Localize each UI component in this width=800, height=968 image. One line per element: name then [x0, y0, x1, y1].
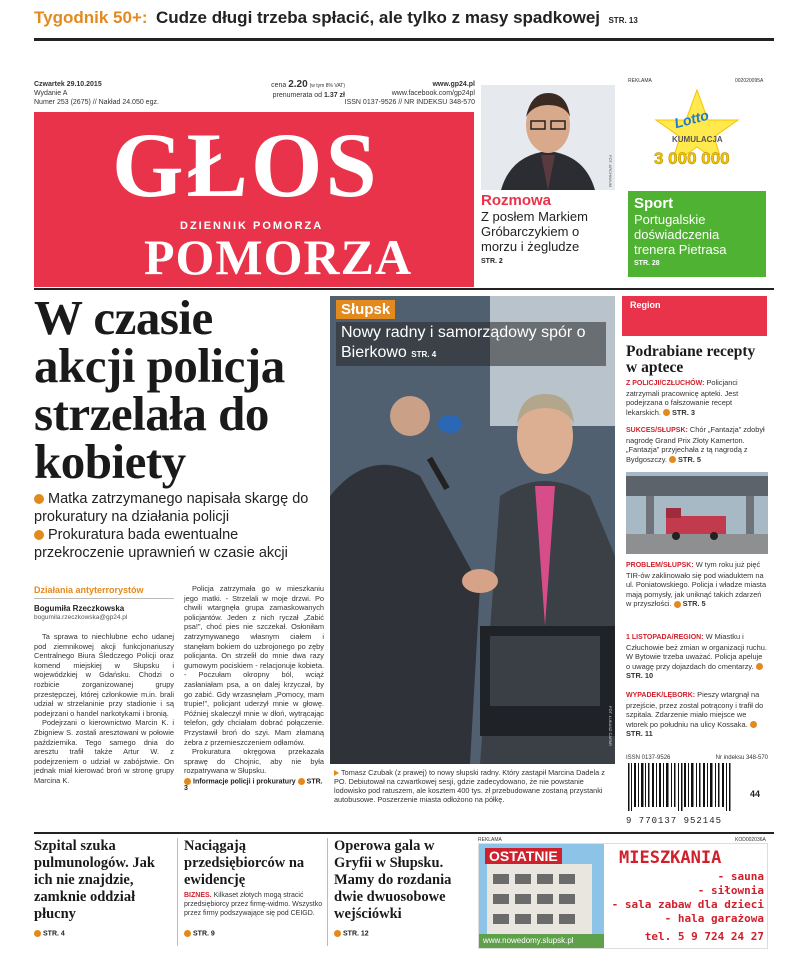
center-ref: STR. 4 — [411, 350, 437, 359]
truck-image — [626, 472, 768, 554]
teaser-3-ref: STR. 12 — [343, 930, 369, 938]
teaser-2-headline: Naciągają przedsiębiorców na ewidencję — [184, 838, 305, 888]
center-kicker: Słupsk — [336, 300, 395, 319]
bullet-icon — [34, 530, 44, 540]
banner-rule — [34, 38, 774, 41]
region-item-2[interactable] — [626, 425, 768, 464]
ref-dot-icon — [674, 601, 681, 608]
lotto-brand: Lotto — [672, 106, 711, 132]
region-item-tag: PROBLEM/SŁUPSK: — [626, 562, 694, 569]
ad-feature: - hala garażowa — [664, 912, 764, 925]
bottom-rule — [34, 832, 774, 834]
ad-title-right: MIESZKANIA — [619, 848, 722, 868]
banner-text: Cudze długi trzeba spłacić, ale tylko z masy spadkowej — [155, 8, 601, 27]
region-item-ref: STR. 10 — [626, 671, 654, 681]
lotto-ad-label: REKLAMA — [628, 78, 652, 84]
ad-url[interactable]: www.nowedomy.slupsk.pl — [483, 936, 574, 945]
barcode-issue: 44 — [750, 789, 761, 799]
caption-arrow-icon — [334, 770, 339, 776]
center-caption-text: Tomasz Czubak (z prawej) to nowy słupski radny. Który zastąpił Marcina Dadela z PO. Debiutował na czwartkowej sesji, gdzie zadecydowano, że nie powstanie lodowisko pod ratuszem, ale kosztem 400 tys. zł przebudowane zostaną przystanki autobusowe. Poszerzenie miasta odłożono na półkę. — [334, 768, 605, 804]
region-item-text: Policjanci zatrzymali pracownicę apteki. Jest podejrzana o fałszowanie recept lekarskich. — [626, 378, 739, 417]
ad-feature: - sauna — [717, 870, 764, 883]
issue-date: Czwartek 29.10.2015 — [34, 81, 102, 88]
lead-author: Bogumiła Rzeczkowska — [34, 604, 125, 613]
lead-col2-para1: Policja zatrzymała go w mieszkaniu jego matki. - Strzelali w moje drzwi. Po chwili wtargnęła grupa zamaskowanych policjantów. Jeden z nich ryczał „Zabić psa!”, choć pies nie szczekał. Osłoniłam zatrzymywanego własnym ciałem i stanęłam bokiem do uzbrojonego po zęby policjanta. On strzelił do mnie dwa razy gumowym pociskiem - relacjonuje kobieta. - Poczułam okropny ból, wciąż zasłaniałam psa, a on dalej krzyczał, by go zabić. Gdy wrzasnęłam „Pomocy, mam trupie!”, policjant uderzył mnie w głowę. Później skaleczył mnie w dłoń, wytrącając telefon, gdy chciałam dobrać połączenie. Przystawił broń do szyi. Mam złamaną żebra z przemieszczeniem odłamów. — [184, 584, 324, 747]
bottom-teaser-1[interactable] — [34, 838, 174, 946]
ref-dot-icon — [184, 930, 191, 937]
lead-bullet-1 — [34, 490, 320, 526]
ad-phone[interactable]: tel. 5 9 724 24 27 — [644, 930, 764, 943]
region-item-tag: 1 LISTOPADA/REGION: — [626, 634, 704, 641]
rozmowa-photo — [481, 85, 615, 190]
lotto-ad-code: 002020095A — [735, 78, 764, 84]
region-item-3[interactable] — [626, 560, 768, 609]
link-dot-icon — [184, 778, 191, 785]
lead-col1-para2: Podejrzani o kierownictwo Marcin K. i Zbigniew S. zostali aresztowani w połowie października. Tego samego dnia do aresztu trafił także Artur W. z podejrzeniem o udział w zabójstwie. On jednak miał kierować broń w stronę grupy Marcina K. — [34, 718, 174, 785]
facebook-url[interactable]: www.facebook.com/gp24pl — [391, 90, 475, 97]
center-credit: FOT. ŁUKASZ CAPAR — [608, 706, 613, 746]
lead-bullets — [34, 490, 320, 562]
issue-number: Numer 253 (2675) // Nakład 24.050 egz. — [34, 99, 159, 106]
lead-col2-para2: Prokuratura okręgowa przekazała sprawę do Chojnic, aby nie była rozpatrywana w Słupsku. — [184, 747, 324, 776]
photo-credit: FOT. ARCHIWUM — [608, 155, 613, 187]
ref-dot-icon — [669, 456, 676, 463]
ad-feature: - sala zabaw dla dzieci — [611, 898, 764, 911]
region-item-ref: STR. 3 — [671, 407, 695, 417]
bottom-teaser-3[interactable] — [334, 838, 474, 946]
price-value: 2.20 — [288, 79, 308, 90]
logo-block — [34, 112, 474, 287]
rozmowa-text: Z posłem Markiem Gróbarczykiem o morzu i żegludze — [481, 209, 588, 254]
center-caption — [334, 768, 614, 804]
bullet-2-text: Prokuratura bada ewentualne przekroczenie uprawnień w czasie akcji — [34, 527, 288, 561]
ad-code: KOD002036A — [735, 837, 766, 843]
lotto-label: KUMULACJA — [672, 135, 723, 144]
banner-ref: STR. 13 — [608, 16, 638, 25]
barcode-block — [626, 755, 768, 835]
region-item-text: W tym roku już pięć TIR-ów zaklinowało się pod wiaduktem na ul. Poniatowskiego. Policja i władze miasta mają pomysły, jak uniknąć takich zdarzeń w przyszłości. — [626, 560, 767, 609]
handshake-image — [330, 296, 615, 764]
ref-dot-icon — [34, 930, 41, 937]
issn-line: ISSN 0137-9526 // NR INDEKSU 348-570 — [344, 99, 475, 106]
center-photo[interactable] — [330, 296, 615, 764]
ad-feature: - siłownia — [697, 884, 764, 897]
teaser-2-tag: BIZNES. — [184, 892, 212, 899]
region-item-text: Pieszy wtargnął na przejście, przez zostal potrącony i trafił do szpitala. Zdarzenie miało miejsce we wtorek po południu na ulicy Kossaka. — [626, 690, 764, 729]
barcode-image — [626, 763, 746, 811]
sport-ref: STR. 28 — [634, 260, 660, 267]
region-item-1[interactable] — [626, 378, 768, 417]
web-url[interactable]: www.gp24.pl — [432, 81, 475, 88]
region-item-tag: WYPADEK/LĘBORK: — [626, 692, 696, 699]
lead-email[interactable]: bogumila.rzeczkowska@gp24.pl — [34, 614, 128, 621]
lotto-amount: 3 000 000 — [654, 149, 730, 168]
ad-title-left: OSTATNIE — [485, 848, 562, 864]
region-item-ref: STR. 11 — [626, 729, 653, 739]
price-label: cena — [271, 82, 287, 89]
logo-main: GŁOS — [112, 114, 380, 216]
sport-promo[interactable] — [628, 191, 766, 277]
price-box — [245, 80, 345, 100]
center-headline-box — [336, 322, 606, 366]
lotto-ad[interactable] — [628, 85, 766, 190]
region-label-box — [622, 296, 767, 336]
lead-section-rule — [34, 598, 174, 599]
bullet-icon — [34, 494, 44, 504]
lead-col1-para1: Ta sprawa to niechlubne echo udanej pod ziemnikowej akcji funkcjonariuszy Centralnego Biura Śledczego Policji oraz komend miejskiej w Słupsku i wojewódzkiej w Gdańsku. Chodzi o rozbicie zorganizowanej grupy przestępczej, której członkowie m.in. brali udział w strzelaninie przy stadionie i są podejrzani o handel narkotykami i bronią. — [34, 632, 174, 718]
ref-dot-icon — [750, 721, 757, 728]
apartment-ad[interactable] — [478, 843, 768, 949]
region-item-4[interactable] — [626, 632, 768, 681]
logo-bottom: POMORZA — [144, 229, 413, 285]
teaser-3-headline: Operowa gala w Gryfii w Słupsku. Mamy do rozdania dwie dwuosobowe wejściówki — [334, 838, 452, 922]
region-item-text: W Miastku i Człuchowie beż zmian w organizacji ruchu. W Bytowie trzeba uważać. Policja apeluje o uwagę przy dojazdach do cmentarzy. — [626, 632, 767, 671]
teaser-2-ref: STR. 9 — [193, 930, 215, 938]
teaser-1-ref: STR. 4 — [43, 930, 65, 938]
prenum-value: 1.37 zł — [323, 92, 345, 99]
issue-edition: Wydanie A — [34, 90, 68, 97]
lead-col2-link[interactable]: Informacje policji i prokuratury — [193, 778, 296, 786]
lead-col-2 — [184, 584, 324, 792]
region-item-text: Chór „Fantazja” zdobył nagrodę Grand Prix Złoty Kamerton. „Fantazja” przyjechała z tą nagrodą z Bydgoszczy. — [626, 425, 765, 464]
sport-kicker: Sport — [634, 195, 674, 212]
rozmowa-kicker: Rozmowa — [481, 192, 552, 209]
barcode-issn: ISSN 0137-9526 — [626, 755, 671, 761]
lead-col-1 — [34, 632, 174, 786]
lead-col2-ref: STR. 3 — [184, 778, 323, 793]
teaser-2-text: Kilkaset złotych mogą stracić przedsiębiorcy przez firmę-widmo. Wszystko przez firmy podszywające się pod CEIGD. — [184, 892, 323, 917]
region-truck-photo — [626, 472, 768, 554]
region-item-ref: STR. 5 — [678, 454, 701, 464]
price-vat: (w tym 8% VAT) — [309, 83, 345, 89]
region-label: Region — [630, 300, 661, 310]
bottom-divider-1 — [177, 838, 178, 946]
region-item-5[interactable] — [626, 690, 768, 739]
barcode-index: Nr indeksu 348-570 — [715, 755, 768, 761]
web-box — [340, 80, 475, 107]
logo-sub: DZIENNIK POMORZA — [180, 220, 324, 232]
region-item-ref: STR. 5 — [682, 599, 706, 609]
bottom-divider-2 — [327, 838, 328, 946]
lead-section: Działania antyterrorystów — [34, 585, 144, 595]
ref-dot-icon — [334, 930, 341, 937]
rozmowa-ref: STR. 2 — [481, 258, 503, 265]
ref-dot-icon — [663, 409, 670, 416]
ad-label: REKLAMA — [478, 837, 502, 843]
link-dot-icon — [298, 778, 305, 785]
rozmowa-promo[interactable] — [481, 192, 615, 280]
ref-dot-icon — [756, 663, 763, 670]
ad-features — [609, 870, 764, 926]
lead-bullet-2 — [34, 526, 320, 562]
banner-brand: Tygodnik 50+: — [34, 8, 148, 27]
barcode-digits: 9 770137 952145 — [626, 816, 723, 826]
sport-text: Portugalskie doświadczenia trenera Pietrasa — [634, 212, 727, 257]
region-item-tag: Z POLICJI/CZŁUCHÓW: — [626, 380, 705, 387]
portrait-image — [481, 85, 615, 190]
teaser-1-headline: Szpital szuka pulmunologów. Jak ich nie znajdzie, zamknie oddział płucny — [34, 838, 155, 922]
region-headline[interactable]: Podrabiane recepty w aptece — [626, 343, 756, 376]
region-item-tag: SUKCES/SŁUPSK: — [626, 427, 688, 434]
bottom-teaser-2[interactable] — [184, 838, 324, 946]
lead-headline[interactable]: W czasie akcji policja strzelała do kobiety — [34, 290, 285, 489]
top-banner — [34, 8, 774, 38]
center-headline: Nowy radny i samorządowy spór o Bierkowo — [341, 324, 586, 361]
prenum-label: prenumerata od — [272, 92, 323, 99]
bullet-1-text: Matka zatrzymanego napisała skargę do prokuratury na działania policji — [34, 491, 309, 525]
